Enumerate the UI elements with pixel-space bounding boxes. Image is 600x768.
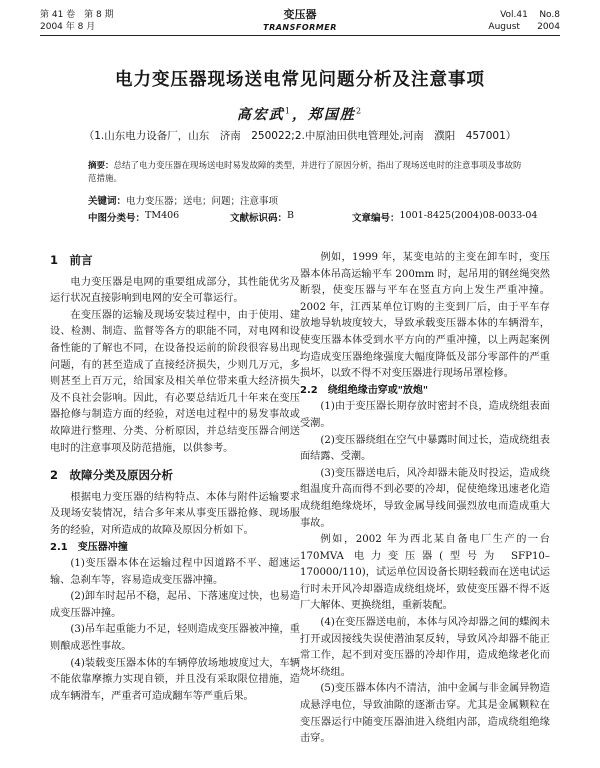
paragraph: 根据电力变压器的结构特点、本体与附件运输要求及现场安装情况，结合多年来从事变压器抢修、现场服务的经验，对所造成的故障及原因分析如下。 [50,491,300,536]
article-number-value: 1001-8425(2004)08-0033-04 [399,210,538,221]
article-number [352,210,538,224]
header-right [488,9,560,33]
header-journal [40,8,560,34]
paragraph: 例如，2002 年为西北某自备电厂生产的一台170MVA 电力变压器(型号为 SFP10–170000/110)，试运单位因设备长期轻载而在送电试运行时未开风冷却器造成绕组烧坏，致使变压器不得不返厂大解体、更换绕组，重新装配。 [300,534,550,612]
paragraph: 例如，1999 年，某变电站的主变在卸车时，变压器本体吊高运输平车 200mm 时，起吊用的钢丝绳突然断裂，使变压器与平车在竖直方向上发生严重冲撞。2002 年，江西某单位订购的主变到厂后，由于平车存放地导轨坡度较大，导致承载变压器本体的车辆滑车，使变压器本体受到水平方向的严重冲撞，以上两起案例均造成变压器绝缘强度大幅度降低及部分零部件的严重损坏，以致不得不对变压器进行现场吊罩检修。 [300,252,550,380]
paragraph: (4)装载变压器本体的车辆停放场地坡度过大，车辆不能依靠摩擦力实现自锁，并且没有采取限位措施，造成车辆滑车，严重者可造成翻车等严重后果。 [50,657,300,702]
header-month-en: August [488,22,520,32]
author-1: 高宏武 [236,107,285,123]
paragraph: (4)在变压器送电前，本体与风冷却器之间的蝶阀未打开或因接线失误使潜油泵反转，导致风冷却器不能正常工作，起不到对变压器的冷却作用，造成绝缘老化而烧坏绕组。 [300,617,550,678]
subsection-2-2-heading: 2.2 绕组绝缘击穿或"放炮" [300,384,429,396]
doc-code-value: B [287,210,294,221]
paragraph: (1)变压器本体在运输过程中因道路不平、超速运输、急刹车等，容易造成变压器冲撞。 [50,558,300,586]
author-line [0,104,600,124]
running-header [40,8,560,36]
journal-name-cn: 变压器 [283,8,317,21]
abstract [88,160,528,186]
paragraph: (3)变压器送电后，风冷却器未能及时投运，造成绕组温度升高而得不到必要的冷却，促使绝缘迅速老化造成绕组绝缘烧坏，导致金属导线间强烈放电而造成重大事故。 [300,467,550,529]
doc-code-label: 文献标识码： [230,213,288,224]
clc-label: 中图分类号： [88,213,146,224]
affiliation: （1.山东电力设备厂，山东 济南 250022;2.中原油田供电管理处,河南 濮阳 457001） [83,130,517,142]
paragraph: (3)吊车起重能力不足，轻则造成变压器被冲撞，重则酿成恶性事故。 [50,624,300,653]
author-1-affil-mark: 1 [284,106,292,116]
section-1-heading: 1 前言 [50,253,93,267]
abstract-label: 摘要： [88,161,114,171]
doc-code [230,210,294,224]
paragraph: (2)卸车时起吊不稳，起吊、下落速度过快，也易造成变压器冲撞。 [50,591,300,619]
author-2: 郑国胜 [308,107,356,123]
paragraph: (5)变压器本体内不清洁，油中金属与非金属异物造成悬浮电位，导致油隙的逐渐击穿。尤其是金属颗粒在变压器运行中随变压器油进入绕组内部，造成绕组绝缘击穿。 [300,683,550,745]
journal-name-en: TRANSFORMER [263,23,337,32]
clc-number [88,210,180,224]
keywords-label: 关键词： [88,196,127,207]
article-number-label: 文章编号： [352,213,400,224]
abstract-text: 总结了电力变压器在现场送电时易发故障的类型，并进行了原因分析，指出了现场送电时的注意事项及事故防范措施。 [88,161,522,184]
paragraph: (1)由于变压器长期存放时密封不良，造成绕组表面受潮。 [300,401,550,429]
classification-line [88,210,538,224]
right-column [300,250,550,748]
section-2-heading: 2 故障分类及原因分析 [50,468,174,483]
clc-value: TM406 [145,210,180,221]
header-volume-issue: 第 41 卷 第 8 期 [40,10,114,20]
subsection-2-1-heading: 2.1 变压器冲撞 [50,541,128,553]
author-separator: ， [292,107,308,123]
keywords [88,193,528,207]
left-column [50,250,300,705]
paper-title: 电力变压器现场送电常见问题分析及注意事项 [115,70,485,90]
keywords-text: 电力变压器；送电；问题；注意事项 [126,196,279,207]
header-vol-en: Vol.41 [500,10,528,20]
paragraph: 电力变压器是电网的重要组成部分，其性能优劣及运行状况直接影响到电网的安全可靠运行。 [50,276,300,305]
paragraph: (2)变压器绕组在空气中暴露时间过长，造成绕组表面结露、受潮。 [300,434,550,463]
paragraph: 在变压器的运输及现场安装过程中，由于使用、建设、检测、制造、监督等各方的职能不同，对电网和设备性能的了解也不同，在设备投运前的阶段很容易出现问题，有的甚至造成了直接经济损失，少则几万元，多则甚至上百万元，给国家及相关单位带来重大经济损失及不良社会影响。因此，有必要总结近几十年来在变压器抢修与制造方面的经验，对送电过程中的易发事故或故障进行整理、分类、分析原因，并总结变压器合闸送电时的注意事项及防范措施，以供参考。 [50,309,300,454]
header-no-en: No.8 [539,10,560,20]
header-date: 2004 年 8 月 [40,22,96,32]
author-2-affil-mark: 2 [356,106,364,116]
header-year-en: 2004 [537,22,560,32]
